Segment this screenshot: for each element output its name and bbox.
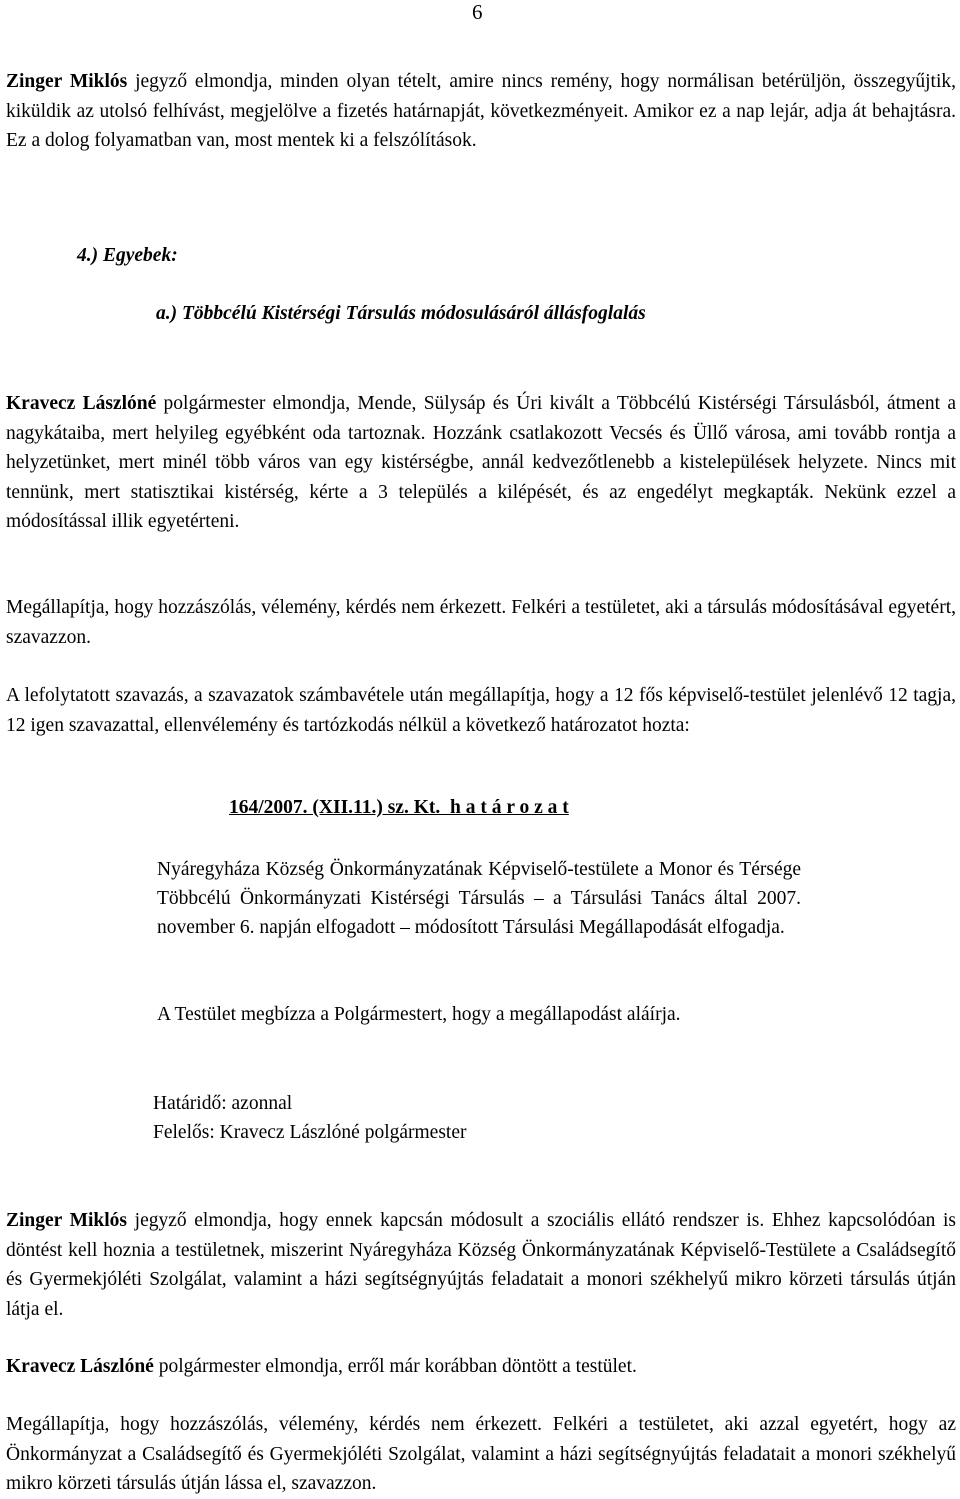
- section-heading: 4.) Egyebek:: [77, 245, 178, 266]
- paragraph-mayor-earlier-decision: [6, 1352, 956, 1382]
- paragraph-text: polgármester elmondja, Mende, Sülysáp és Úri kivált a Többcélú Kistérségi Társulásból, átment a nagykátaiba, mert helyileg egyébként oda tartoznak. Hozzánk csatlakozott Vecsés és Üllő városa, ami tovább rontja a helyzetünket, mert minél több város van egy kistérségbe, annál kedvezőtlenebb a kistelepülések helyzete. Nincs mit tennünk, mert statisztikai kistérség, kérte a 3 település a kilépését, és az engedélyt megkapták. Nekünk ezzel a módosítással illik egyetérteni.: [6, 393, 956, 532]
- resolution-title: 164/2007. (XII.11.) sz. Kt. h a t á r o z a t: [229, 797, 569, 818]
- agenda-subheading: a.) Többcélú Kistérségi Társulás módosulásáról állásfoglalás: [156, 303, 646, 324]
- speaker-name: Zinger Miklós: [6, 1210, 128, 1231]
- resolution-body: Nyáregyháza Község Önkormányzatának Képviselő-testülete a Monor és Térsége Többcélú Önkormányzati Kistérségi Társulás – a Társulási Tanács által 2007. november 6. napján elfogadott – módosított Társulási Megállapodását elfogadja.: [157, 859, 801, 938]
- paragraph-notary-statement: [6, 67, 956, 156]
- resolution-mandate: A Testület megbízza a Polgármestert, hogy a megállapodást aláírja.: [157, 1004, 681, 1025]
- paragraph-text: jegyző elmondja, hogy ennek kapcsán módosult a szociális ellátó rendszer is. Ehhez kapcsolódóan is döntést kell hoznia a testületnek, miszerint Nyáregyháza Község Önkormányzatának Képviselő-Testülete a Családsegítő és Gyermekjóléti Szolgálat, valamint a házi segítségnyújtás feladatait a monori székhelyű mikro körzeti társulás útján látja el.: [6, 1210, 957, 1320]
- paragraph-final-call-to-vote: Megállapítja, hogy hozzászólás, vélemény, kérdés nem érkezett. Felkéri a testületet, aki azzal egyetért, hogy az Önkormányzat a Családsegítő és Gyermekjóléti Szolgálat, valamint a házi segítségnyújtás feladatait a monori székhelyű mikro körzeti társulás útján lássa el, szavazzon.: [6, 1414, 956, 1494]
- speaker-name: Zinger Miklós: [6, 71, 128, 92]
- speaker-name: Kravecz Lászlóné: [6, 1356, 154, 1377]
- paragraph-notary-social: [6, 1206, 956, 1324]
- paragraph-text: jegyző elmondja, minden olyan tételt, amire nincs remény, hogy normálisan betérüljön, összegyűjtik, kiküldik az utolsó felhívást, megjelölve a fizetés határnapját, következményeit. Amikor ez a nap lejár, adja át behajtásra. Ez a dolog folyamatban van, most mentek ki a felszólítások.: [6, 71, 956, 151]
- resolution-responsible: Felelős: Kravecz Lászlóné polgármester: [153, 1122, 467, 1143]
- page-number: 6: [472, 0, 483, 24]
- paragraph-call-to-vote: Megállapítja, hogy hozzászólás, vélemény, kérdés nem érkezett. Felkéri a testületet, aki a társulás módosításával egyetért, szavazzon.: [6, 597, 956, 648]
- paragraph-text: polgármester elmondja, erről már korábban döntött a testület.: [153, 1356, 637, 1377]
- resolution-deadline: Határidő: azonnal: [153, 1093, 293, 1114]
- speaker-name: Kravecz Lászlóné: [6, 393, 157, 414]
- paragraph-mayor-statement: [6, 389, 956, 537]
- paragraph-vote-result: A lefolytatott szavazás, a szavazatok számbavétele után megállapítja, hogy a 12 fős képviselő-testület jelenlévő 12 tagja, 12 igen szavazattal, ellenvélemény és tartózkodás nélkül a következő határozatot hozta:: [6, 685, 956, 736]
